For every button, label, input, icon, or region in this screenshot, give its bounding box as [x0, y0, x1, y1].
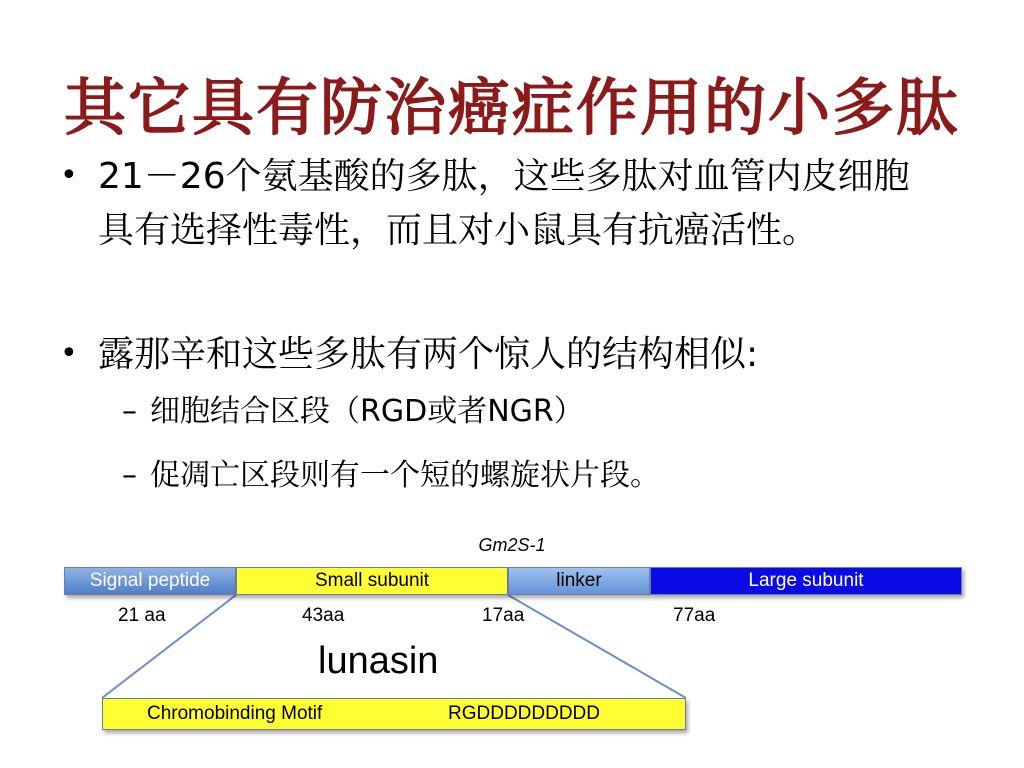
- protein-domain-diagram: [0, 530, 1024, 768]
- zoom-connector-lines: [0, 530, 1024, 768]
- segment-length-label: 43aa: [302, 605, 345, 626]
- segment-small-subunit: Small subunit: [236, 567, 508, 595]
- sub-bullet-item: [122, 456, 660, 496]
- diagram-title: Gm2S-1: [478, 535, 546, 555]
- motif-name: Chromobinding Motif: [147, 703, 323, 724]
- bullet-item: [60, 328, 933, 382]
- segment-length-label: 17aa: [482, 605, 525, 626]
- segment-length-label: 77aa: [673, 605, 716, 626]
- bullet-text: 露那辛和这些多肽有两个惊人的结构相似:: [98, 334, 759, 375]
- sub-bullet-text: 促凋亡区段则有一个短的螺旋状片段。: [150, 458, 660, 493]
- connector-line-right: [508, 595, 686, 698]
- motif-box: [102, 698, 686, 730]
- sub-bullet-dash: –: [122, 458, 137, 493]
- bullet-item: [60, 150, 933, 258]
- bullet-text: 21－26个氨基酸的多肽，这些多肽对血管内皮细胞具有选择性毒性，而且对小鼠具有抗癌活性。: [98, 156, 910, 251]
- motif-sequence: RGDDDDDDDDD: [448, 703, 600, 724]
- segment-signal-peptide: Signal peptide: [64, 567, 236, 595]
- lunasin-label: lunasin: [318, 640, 439, 682]
- sub-bullet-dash: –: [122, 394, 137, 429]
- segment-length-label: 21 aa: [118, 605, 166, 626]
- segment-linker: linker: [508, 567, 650, 595]
- segment-large-subunit: Large subunit: [650, 567, 962, 595]
- sub-bullet-text: 细胞结合区段（RGD或者NGR）: [150, 394, 584, 429]
- sub-bullet-item: [122, 392, 584, 432]
- bullet-dot: •: [60, 158, 78, 193]
- slide-title: 其它具有防治癌症作用的小多肽: [63, 71, 960, 144]
- bullet-dot: •: [60, 336, 78, 371]
